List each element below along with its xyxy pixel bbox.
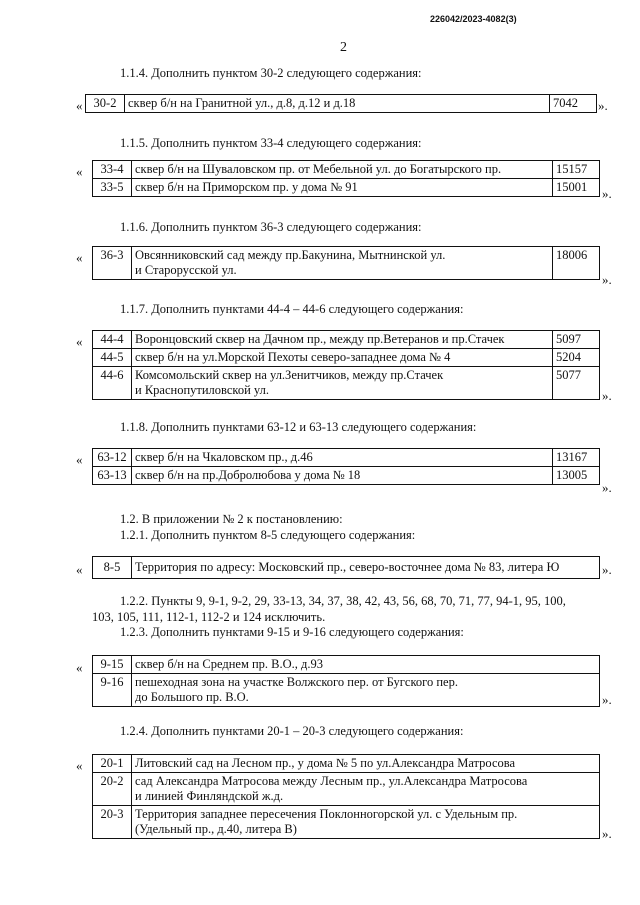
close-quote: ». (602, 272, 612, 287)
row-description: Литовский сад на Лесном пр., у дома № 5 по ул.Александра Матросова (132, 755, 600, 773)
table-row (93, 449, 600, 467)
row-number: 63-12 (93, 449, 132, 467)
row-number: 8-5 (93, 557, 132, 579)
row-description: сквер б/н на Чкаловском пр., д.46 (132, 449, 553, 467)
close-quote: ». (602, 692, 612, 707)
row-number: 20-2 (93, 773, 132, 806)
document-number: 226042/2023-4082(3) (430, 14, 517, 24)
open-quote: « (76, 452, 83, 467)
row-number: 44-5 (93, 349, 132, 367)
open-quote: « (76, 758, 83, 773)
table-1-1-8 (92, 448, 600, 485)
close-quote: ». (602, 480, 612, 495)
row-number: 9-15 (93, 656, 132, 674)
row-description-line: до Большого пр. В.О. (135, 690, 249, 704)
row-number: 36-3 (93, 247, 132, 280)
row-description: сквер б/н на Среднем пр. В.О., д.93 (132, 656, 600, 674)
table-row (93, 773, 600, 806)
table-1-1-4 (85, 94, 597, 113)
table-1-1-7 (92, 330, 600, 400)
table-row (93, 674, 600, 707)
row-description (132, 247, 553, 280)
open-quote: « (76, 164, 83, 179)
table-row (93, 179, 600, 197)
row-description: Территория по адресу: Московский пр., северо-восточнее дома № 83, литера Ю (132, 557, 600, 579)
heading-1-2-1: 1.2.1. Дополнить пунктом 8-5 следующего содержания: (120, 528, 416, 542)
table-row (93, 367, 600, 400)
row-number: 33-5 (93, 179, 132, 197)
table-row (93, 161, 600, 179)
paragraph-1-2-2: 1.2.2. Пункты 9, 9-1, 9-2, 29, 33-13, 34, 37, 38, 42, 43, 56, 68, 70, 71, 77, 94-1, 95, 100, (120, 594, 566, 608)
row-description: сквер б/н на Гранитной ул., д.8, д.12 и д.18 (125, 95, 550, 113)
table-row (93, 656, 600, 674)
row-description (132, 367, 553, 400)
row-description-line: и Краснопутиловской ул. (135, 383, 269, 397)
row-description-line: пешеходная зона на участке Волжского пер. от Бугского пер. (135, 675, 458, 689)
row-value: 18006 (553, 247, 600, 280)
row-value: 15001 (553, 179, 600, 197)
row-number: 20-3 (93, 806, 132, 839)
row-number: 44-4 (93, 331, 132, 349)
row-number: 20-1 (93, 755, 132, 773)
table-row (93, 349, 600, 367)
row-description: сквер б/н на ул.Морской Пехоты северо-западнее дома № 4 (132, 349, 553, 367)
heading-1-1-6: 1.1.6. Дополнить пунктом 36-3 следующего содержания: (120, 220, 422, 234)
close-quote: ». (598, 98, 608, 113)
heading-1-2-3: 1.2.3. Дополнить пунктами 9-15 и 9-16 следующего содержания: (120, 625, 464, 639)
table-1-2-4 (92, 754, 600, 839)
table-row (86, 95, 597, 113)
close-quote: ». (602, 562, 612, 577)
table-row (93, 247, 600, 280)
close-quote: ». (602, 186, 612, 201)
row-value: 13005 (553, 467, 600, 485)
heading-1-1-8: 1.1.8. Дополнить пунктами 63-12 и 63-13 следующего содержания: (120, 420, 477, 434)
open-quote: « (76, 660, 83, 675)
row-number: 33-4 (93, 161, 132, 179)
heading-1-1-5: 1.1.5. Дополнить пунктом 33-4 следующего содержания: (120, 136, 422, 150)
row-description-line: (Удельный пр., д.40, литера В) (135, 822, 297, 836)
row-description: сквер б/н на Шуваловском пр. от Мебельной ул. до Богатырского пр. (132, 161, 553, 179)
row-value: 7042 (550, 95, 597, 113)
row-description-line: сад Александра Матросова между Лесным пр., ул.Александра Матросова (135, 774, 528, 788)
row-description-line: и Старорусской ул. (135, 263, 237, 277)
row-description-line: Территория западнее пересечения Поклонногорской ул. с Удельным пр. (135, 807, 518, 821)
paragraph-1-2-2-cont: 103, 105, 111, 112-1, 112-2 и 124 исключить. (92, 610, 326, 624)
table-row (93, 557, 600, 579)
row-value: 13167 (553, 449, 600, 467)
table-row (93, 755, 600, 773)
table-row (93, 331, 600, 349)
row-description (132, 806, 600, 839)
row-number: 63-13 (93, 467, 132, 485)
open-quote: « (76, 98, 83, 113)
row-value: 5077 (553, 367, 600, 400)
row-value: 15157 (553, 161, 600, 179)
table-row (93, 806, 600, 839)
row-number: 44-6 (93, 367, 132, 400)
row-number: 9-16 (93, 674, 132, 707)
row-description: Воронцовский сквер на Дачном пр., между пр.Ветеранов и пр.Стачек (132, 331, 553, 349)
open-quote: « (76, 562, 83, 577)
heading-1-2: 1.2. В приложении № 2 к постановлению: (120, 512, 343, 526)
row-value: 5204 (553, 349, 600, 367)
row-description-line: и линией Финляндской ж.д. (135, 789, 284, 803)
close-quote: ». (602, 826, 612, 841)
row-value: 5097 (553, 331, 600, 349)
row-description-line: Овсянниковский сад между пр.Бакунина, Мытнинской ул. (135, 248, 446, 262)
heading-1-2-4: 1.2.4. Дополнить пунктами 20-1 – 20-3 следующего содержания: (120, 724, 464, 738)
row-description: сквер б/н на пр.Добролюбова у дома № 18 (132, 467, 553, 485)
table-1-1-6 (92, 246, 600, 280)
open-quote: « (76, 334, 83, 349)
row-description-line: Комсомольский сквер на ул.Зенитчиков, между пр.Стачек (135, 368, 444, 382)
heading-1-1-7: 1.1.7. Дополнить пунктами 44-4 – 44-6 следующего содержания: (120, 302, 464, 316)
heading-1-1-4: 1.1.4. Дополнить пунктом 30-2 следующего содержания: (120, 66, 422, 80)
table-1-2-1 (92, 556, 600, 579)
row-number: 30-2 (86, 95, 125, 113)
table-row (93, 467, 600, 485)
row-description (132, 773, 600, 806)
row-description: сквер б/н на Приморском пр. у дома № 91 (132, 179, 553, 197)
row-description (132, 674, 600, 707)
table-1-1-5 (92, 160, 600, 197)
page-number: 2 (340, 40, 347, 55)
close-quote: ». (602, 388, 612, 403)
open-quote: « (76, 250, 83, 265)
table-1-2-3 (92, 655, 600, 707)
